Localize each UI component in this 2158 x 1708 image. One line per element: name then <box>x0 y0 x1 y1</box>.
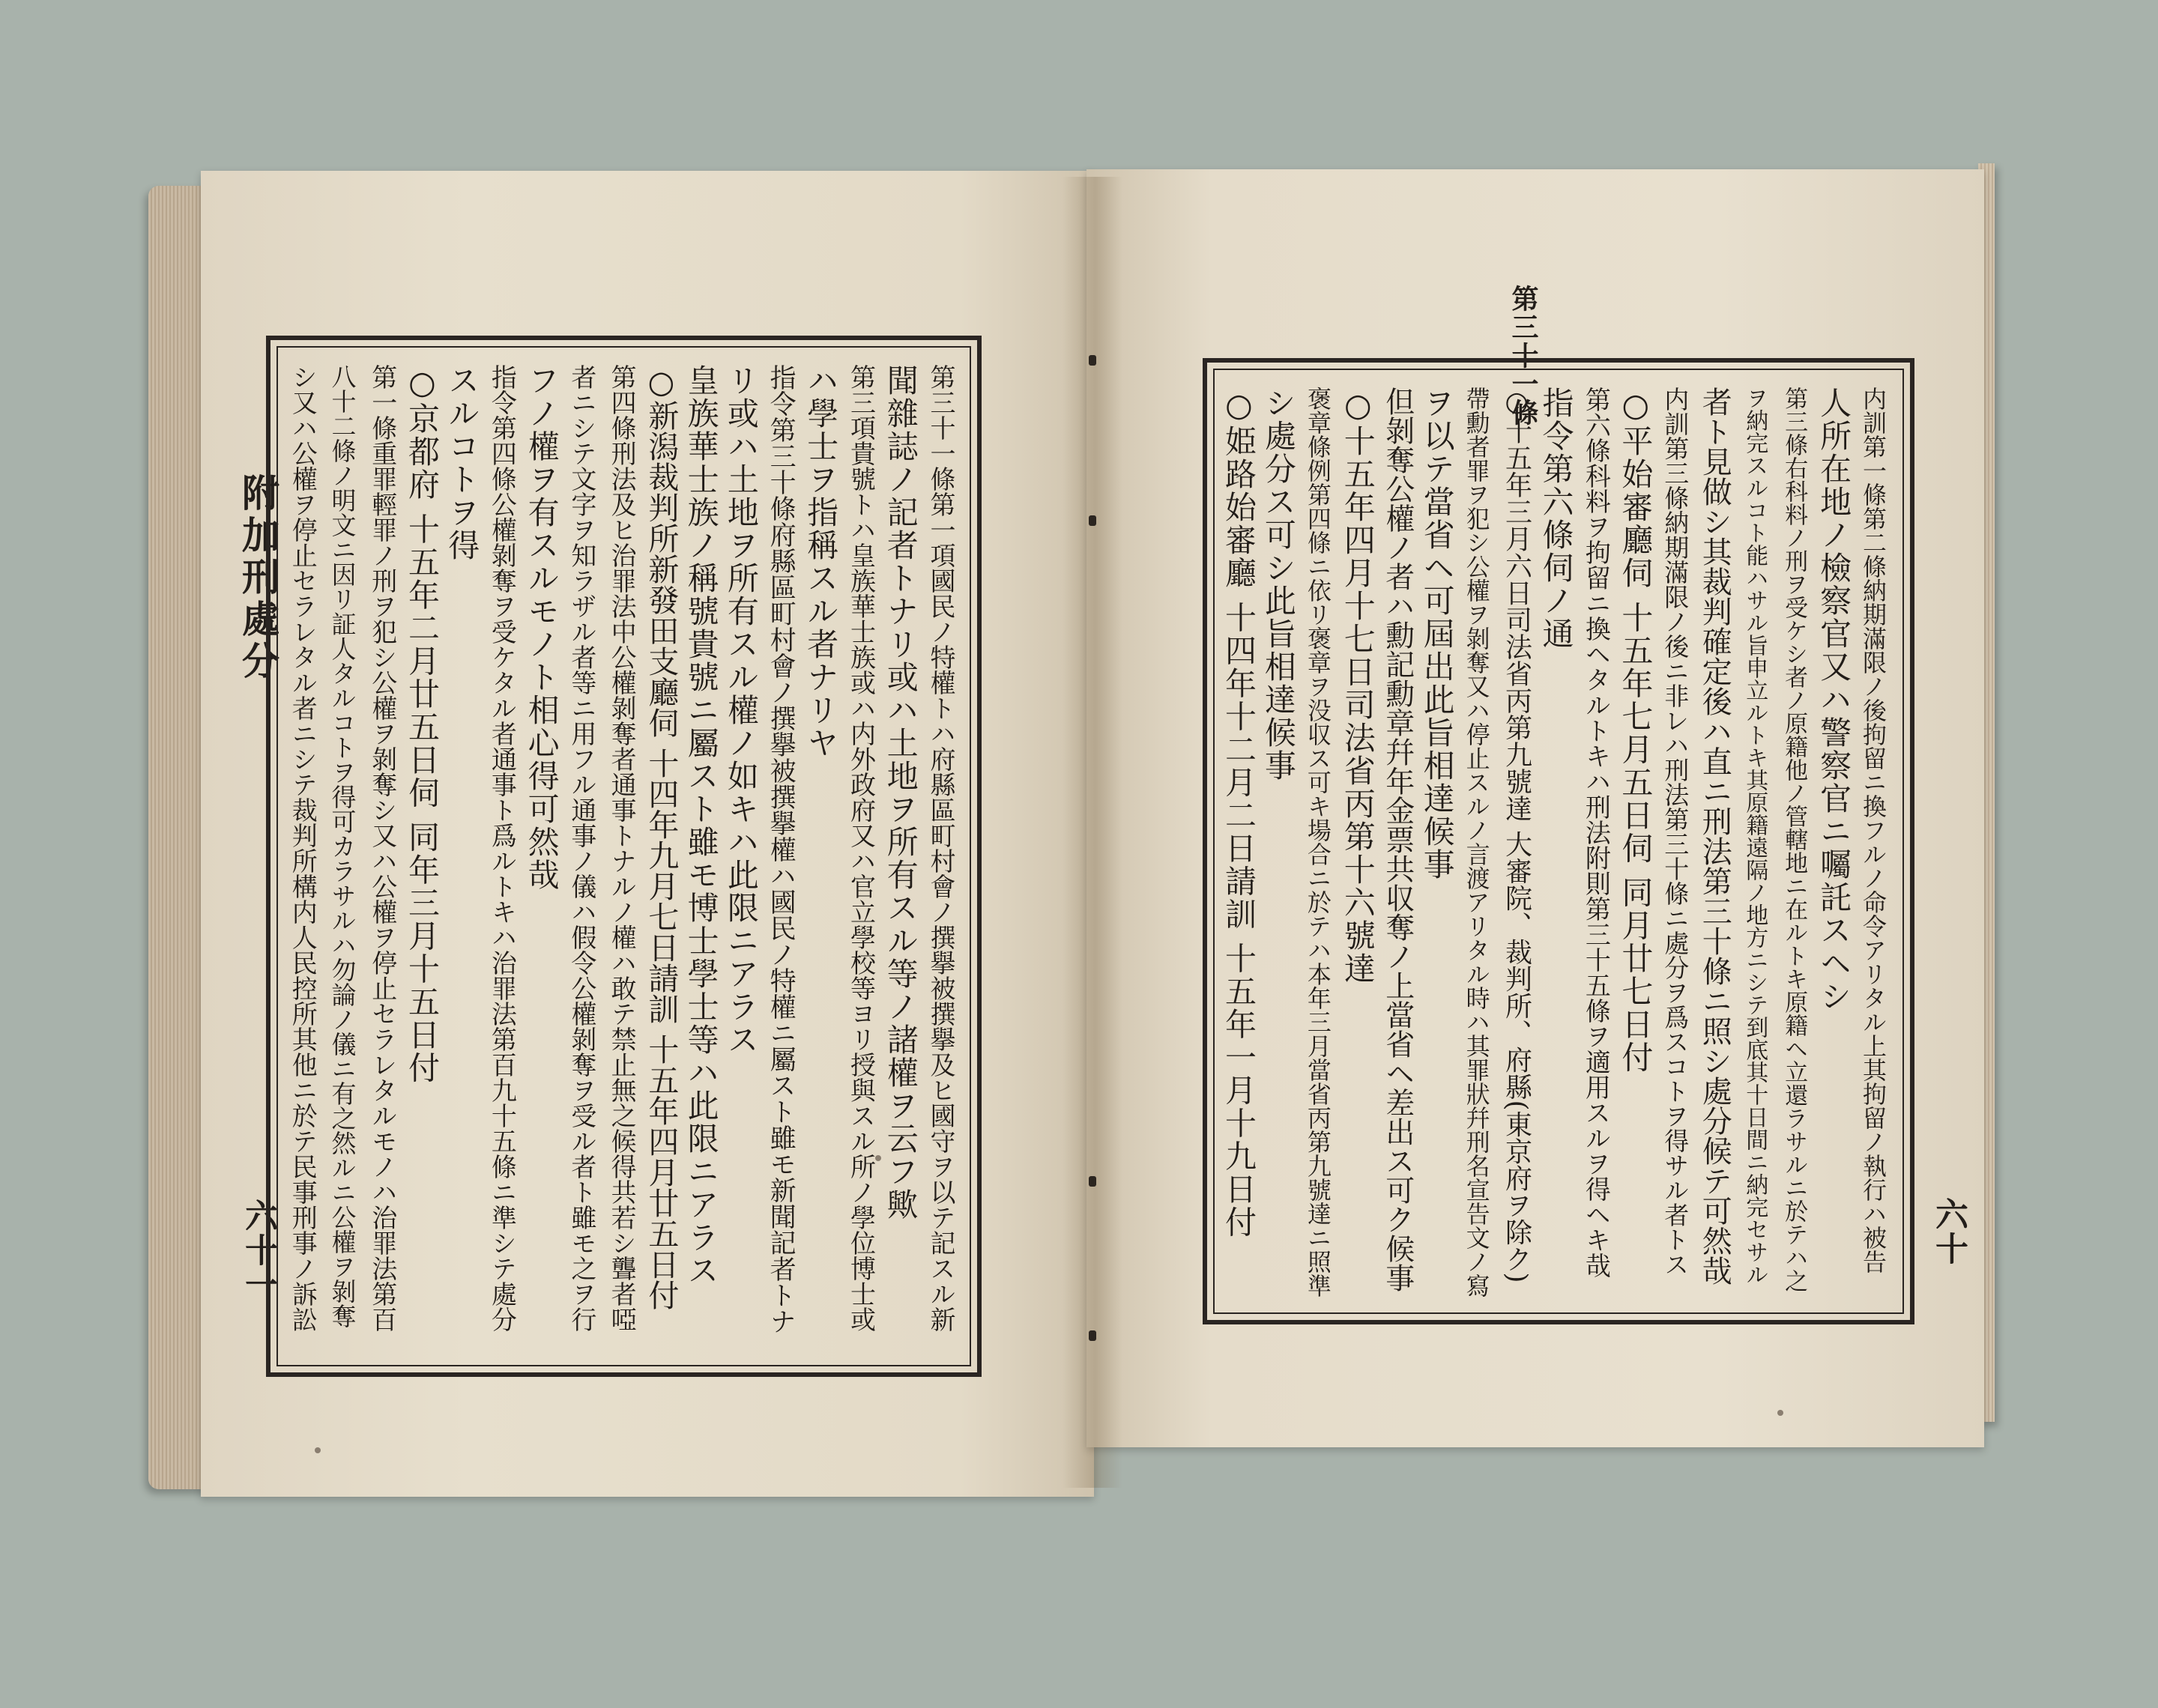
text-column: ○京都府 十五年二月廿五日伺 同年三月十五日付 <box>403 364 441 1085</box>
binding-stitch <box>1089 515 1096 526</box>
text-column: シ處分ス可シ此旨相達候事 <box>1260 387 1297 782</box>
binding-stitch <box>1089 1176 1096 1187</box>
text-body-right <box>1213 369 1904 1314</box>
paper-spot <box>1777 1410 1783 1416</box>
text-column: 指令第三十條府縣區町村會ノ撰擧被撰擧權ハ國民ノ特權ニ屬スト雖モ新聞記者トナ <box>766 364 797 1334</box>
text-column: 内訓第三條納期滿限ノ後ニ非レハ刑法第三十條ニ處分ヲ爲スコトヲ得サル者トス <box>1660 387 1690 1277</box>
text-column: 聞雜誌ノ記者トナリ或ハ土地ヲ所有スル等ノ諸權ヲ云フ歟 <box>882 364 919 1221</box>
text-body-left <box>276 346 971 1366</box>
book-edge-left <box>148 186 208 1489</box>
text-column: ヲ納完スルコト能ハサル旨申立ルトキ其原籍遠隔ノ地方ニシテ到底其十日間ニ納完セサル <box>1741 387 1768 1285</box>
text-column: 指令第四條公權剝奪ヲ受ケタル者通事ト爲ルトキハ治罪法第百九十五條ニ準シテ處分 <box>486 364 517 1332</box>
text-column: 八十二條ノ明文ニ因リ証人タルコトヲ得可カラサルハ勿論ノ儀ニ有之然ルニ公權ヲ剝奪 <box>327 364 357 1328</box>
text-column: 但剝奪公權ノ者ハ勳記勳章幷年金票共収奪ノ上當省ヘ差出ス可ク候事 <box>1380 387 1415 1292</box>
book-gutter <box>1063 177 1122 1488</box>
page-number: 六十 <box>1929 1197 1968 1266</box>
text-column: ○十五年四月十七日司法省丙第十六號達 <box>1339 387 1376 985</box>
text-column: 内訓第一條第二條納期滿限ノ後拘留ニ換フルノ命令アリタル上其拘留ノ執行ハ被告 <box>1859 387 1888 1274</box>
text-column: ○十五年三月六日司法省丙第九號達 大審院、裁判所、府縣(東京府ヲ除ク) <box>1501 387 1532 1283</box>
text-frame-right <box>1203 358 1914 1324</box>
text-frame-left <box>266 336 982 1377</box>
text-column: リ或ハ土地ヲ所有スル權ノ如キハ此限ニアラス <box>722 364 760 1056</box>
paper-spot <box>315 1447 321 1453</box>
text-column: ○姫路始審廳 十四年十二月二日請訓 十五年一月十九日付 <box>1220 387 1257 1239</box>
text-column: 第三十一條第一項國民ノ特權トハ府縣區町村會ノ撰擧被撰擧及ヒ國守ヲ以テ記スル新 <box>925 364 955 1332</box>
text-column: 第三項貴號トハ皇族華士族或ハ内外政府又ハ官立學校等ヨリ授與スル所ノ學位博士或 <box>845 364 876 1332</box>
text-column: スルコトヲ得 <box>444 364 481 562</box>
text-column: 者ト見做シ其裁判確定後ハ直ニ刑法第三十條ニ照シ處分候テ可然哉 <box>1697 387 1732 1285</box>
text-column: ハ學士ヲ指稱スル者ナリヤ <box>803 364 840 760</box>
text-column: 褒章條例第四條ニ依リ褒章ヲ没収ス可キ場合ニ於テハ本年三月當省丙第九號達ニ照準 <box>1303 387 1332 1297</box>
text-column: ヲ以テ當省ヘ可屆出此旨相達候事 <box>1418 387 1456 881</box>
text-column: 者ニシテ文字ヲ知ラザル者等ニ用フル通事ノ儀ハ假令公權剝奪ヲ受ル者ト雖モ之ヲ行 <box>566 364 596 1332</box>
text-column: 指令第六條伺ノ通 <box>1538 387 1575 650</box>
text-column: 帶勳者罪ヲ犯シ公權ヲ剝奪又ハ停止スルノ言渡アリタル時ハ其罪狀幷刑名宣告文ノ寫 <box>1462 387 1491 1297</box>
text-column: 第四條刑法及ヒ治罪法中公權剝奪者通事トナルノ權ハ敢テ禁止無之候得共若シ聾者啞 <box>606 364 637 1332</box>
text-column: 第一條重罪輕罪ノ刑ヲ犯シ公權ヲ剝奪シ又ハ公權ヲ停止セラレタルモノハ治罪法第百 <box>366 364 397 1332</box>
text-column: 第六條科料ヲ拘留ニ換ヘタルトキハ刑法附則第三十五條ヲ適用スルヲ得ヘキ哉 <box>1580 387 1611 1278</box>
page-number: 六十一 <box>239 1199 277 1302</box>
text-column: 第三條右科料ノ刑ヲ受ケシ者ノ原籍他ノ管轄地ニ在ルトキ原籍ヘ立還ラサルニ於テハ之 <box>1780 387 1808 1292</box>
binding-stitch <box>1089 355 1096 366</box>
binding-stitch <box>1089 1330 1096 1341</box>
text-column: 皇族華士族ノ稱號貴號ニ屬スト雖モ博士學士等ハ此限ニアラス <box>683 364 720 1287</box>
text-column: シ又ハ公權ヲ停止セラレタル者ニシテ裁判所構内人民控所其他ニ於テ民事刑事ノ訴訟 <box>287 364 318 1332</box>
text-column: ○平始審廳伺 十五年七月五日伺 同月廿七日付 <box>1617 387 1654 1074</box>
text-column: 人所在地ノ檢察官又ハ警察官ニ囑託スヘシ <box>1816 387 1853 1013</box>
text-column: ○新潟裁判所新發田支廳伺 十四年九月七日請訓 十五年四月廿五日付 <box>643 364 680 1311</box>
page-header: 第三十一條 <box>1508 285 1539 427</box>
page-header: 附加刑處分 <box>236 473 280 683</box>
text-column: フノ權ヲ有スルモノト相心得可然哉 <box>523 364 560 891</box>
